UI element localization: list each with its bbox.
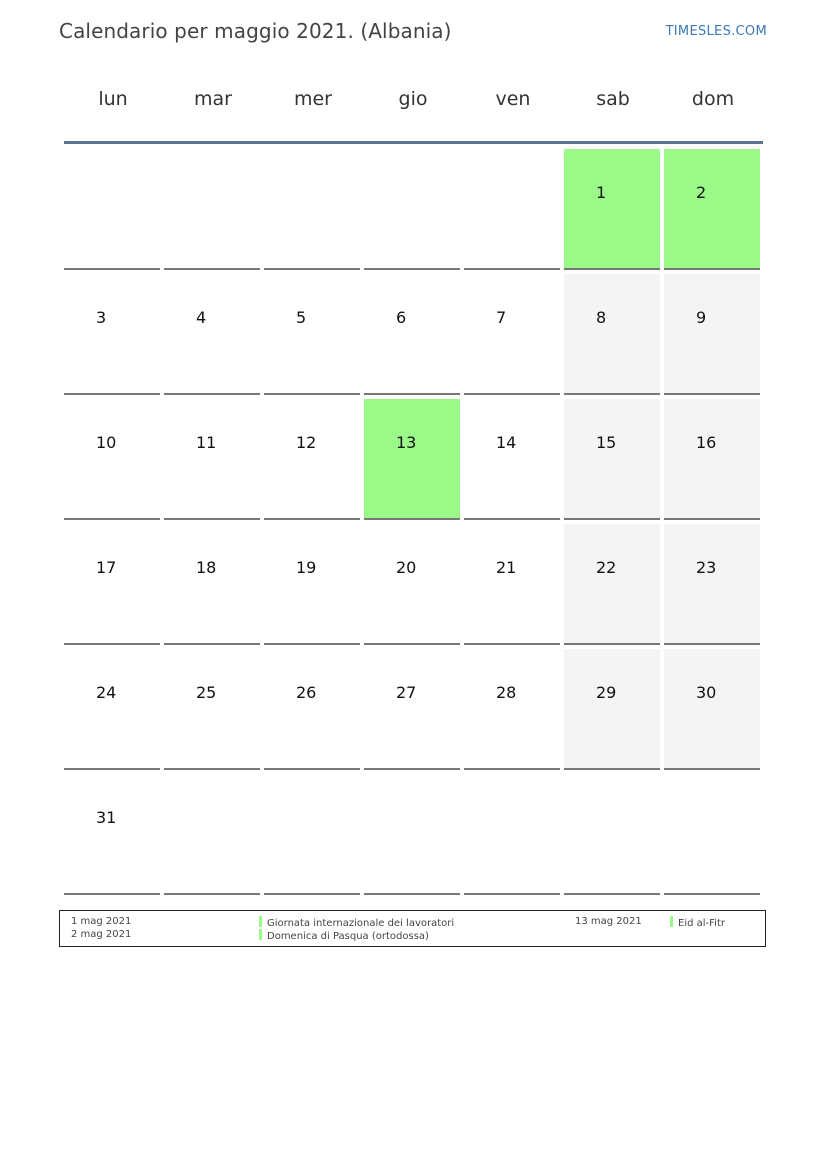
day-cell[interactable]: [464, 274, 560, 395]
legend-holiday-name: Eid al-Fitr: [678, 918, 725, 929]
day-cell[interactable]: [364, 649, 460, 770]
day-cell[interactable]: [264, 399, 360, 520]
day-number: 26: [296, 683, 317, 702]
day-cell[interactable]: [164, 399, 260, 520]
legend-holiday-name: Giornata internazionale dei lavoratori: [267, 918, 455, 929]
day-number: 9: [696, 308, 707, 327]
empty-day-cell: [364, 149, 460, 270]
day-cell[interactable]: [164, 274, 260, 395]
day-number: 13: [396, 433, 417, 452]
day-number: 27: [396, 683, 417, 702]
day-number: 15: [596, 433, 617, 452]
weekday-label: mer: [293, 88, 332, 110]
holiday-legend: [59, 910, 766, 947]
header-divider: [64, 141, 763, 144]
weekday-label: mar: [194, 88, 232, 110]
day-cell[interactable]: [664, 399, 760, 520]
day-number: 7: [496, 308, 507, 327]
empty-day-cell: [464, 774, 560, 895]
page-title: Calendario per maggio 2021. (Albania): [59, 19, 452, 43]
day-cell[interactable]: [664, 149, 760, 270]
day-number: 14: [496, 433, 517, 452]
weekday-label: gio: [398, 88, 428, 110]
empty-day-cell: [164, 149, 260, 270]
day-cell[interactable]: [364, 399, 460, 520]
weekday-label: dom: [691, 88, 735, 110]
calendar-grid: [64, 149, 764, 895]
day-cell[interactable]: [64, 774, 160, 895]
weekday-label: lun: [98, 88, 128, 110]
day-cell[interactable]: [464, 524, 560, 645]
day-number: 29: [596, 683, 617, 702]
day-number: 18: [196, 558, 217, 577]
legend-date: 1 mag 2021: [71, 916, 132, 927]
day-number: 19: [296, 558, 317, 577]
day-number: 5: [296, 308, 307, 327]
day-number: 21: [496, 558, 517, 577]
day-number: 2: [696, 183, 707, 202]
day-cell[interactable]: [264, 274, 360, 395]
empty-day-cell: [364, 774, 460, 895]
day-cell[interactable]: [564, 399, 660, 520]
day-cell[interactable]: [564, 149, 660, 270]
legend-holiday-name: Domenica di Pasqua (ortodossa): [267, 931, 429, 942]
empty-day-cell: [164, 774, 260, 895]
day-cell[interactable]: [364, 274, 460, 395]
day-number: 8: [596, 308, 607, 327]
day-number: 3: [96, 308, 107, 327]
day-cell[interactable]: [664, 274, 760, 395]
day-cell[interactable]: [64, 399, 160, 520]
legend-date: 13 mag 2021: [575, 916, 642, 927]
day-number: 31: [96, 808, 117, 827]
day-number: 12: [296, 433, 317, 452]
holiday-color-swatch: [259, 929, 262, 940]
weekday-label: ven: [495, 88, 531, 110]
day-number: 16: [696, 433, 717, 452]
day-cell[interactable]: [64, 649, 160, 770]
day-number: 1: [596, 183, 607, 202]
empty-day-cell: [264, 774, 360, 895]
day-cell[interactable]: [164, 649, 260, 770]
day-number: 6: [396, 308, 407, 327]
day-number: 22: [596, 558, 617, 577]
day-number: 28: [496, 683, 517, 702]
holiday-color-swatch: [670, 916, 673, 927]
day-cell[interactable]: [564, 649, 660, 770]
legend-date: 2 mag 2021: [71, 929, 132, 940]
legend-item: [259, 929, 429, 942]
day-cell[interactable]: [464, 399, 560, 520]
day-number: 17: [96, 558, 117, 577]
day-number: 23: [696, 558, 717, 577]
day-number: 20: [396, 558, 417, 577]
day-number: 24: [96, 683, 117, 702]
weekday-label: sab: [596, 88, 630, 110]
day-cell[interactable]: [664, 524, 760, 645]
day-cell[interactable]: [164, 524, 260, 645]
holiday-color-swatch: [259, 916, 262, 927]
empty-day-cell: [664, 774, 760, 895]
day-cell[interactable]: [664, 649, 760, 770]
day-cell[interactable]: [464, 649, 560, 770]
legend-item: [670, 916, 725, 929]
day-number: 11: [196, 433, 217, 452]
day-cell[interactable]: [264, 524, 360, 645]
day-cell[interactable]: [564, 274, 660, 395]
empty-day-cell: [464, 149, 560, 270]
day-number: 4: [196, 308, 207, 327]
day-number: 25: [196, 683, 217, 702]
day-number: 10: [96, 433, 117, 452]
day-cell[interactable]: [264, 649, 360, 770]
legend-item: [259, 916, 454, 929]
day-cell[interactable]: [64, 274, 160, 395]
empty-day-cell: [64, 149, 160, 270]
day-cell[interactable]: [364, 524, 460, 645]
day-cell[interactable]: [64, 524, 160, 645]
empty-day-cell: [264, 149, 360, 270]
weekday-header-row: [63, 88, 763, 120]
empty-day-cell: [564, 774, 660, 895]
brand-link[interactable]: TIMESLES.COM: [665, 24, 767, 39]
day-number: 30: [696, 683, 717, 702]
day-cell[interactable]: [564, 524, 660, 645]
